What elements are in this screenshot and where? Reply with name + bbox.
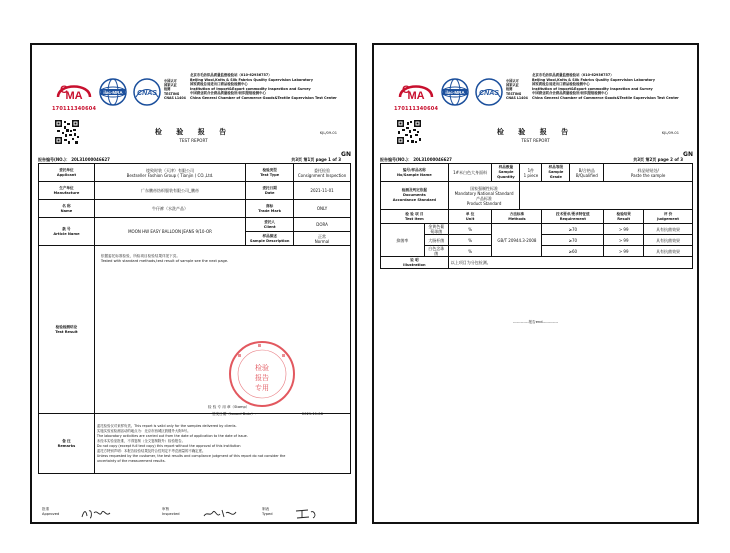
- cnas-line: 检测: [506, 87, 513, 92]
- cnas-line: 中国认可: [506, 79, 519, 83]
- institution-line: 北京市毛纺织品质量监督检验站（010-62936757）: [532, 73, 614, 77]
- report-number: 报告编号(NO.)： 20L31000046627: [380, 157, 452, 162]
- test-type-value: 委托检验 Consignment Inspection: [294, 164, 351, 182]
- gn-mark: GN: [683, 151, 693, 158]
- date-value: 2021-11-01: [294, 182, 351, 200]
- sample-no-value: 1#米白色大身面料: [448, 164, 492, 182]
- sample-grade-value: B/合格品 B/Qualified: [570, 164, 604, 182]
- table-row: [381, 224, 693, 235]
- approved-signature-icon: [80, 507, 114, 520]
- cma-logo-icon: [398, 77, 434, 103]
- svg-text:ilac-MRA: ilac-MRA: [103, 90, 123, 95]
- svg-text:检验: 检验: [255, 364, 269, 372]
- svg-text:C: C: [60, 84, 68, 96]
- row-requirement: ≥70: [542, 224, 604, 235]
- typed-signature-icon: [294, 507, 320, 520]
- report-title: 检 验 报 告: [496, 128, 575, 136]
- official-stamp-icon: [228, 340, 296, 408]
- col-requirement: 技术要求/要求特征值 Requirement: [542, 210, 604, 224]
- row-judgement: 具有抗菌效果: [644, 235, 693, 246]
- documents-empty: [520, 182, 693, 210]
- institution-line: China General Chamber of Commerce Goods&Textile Supervision Test Center: [532, 95, 679, 100]
- cma-number: 170111340604: [394, 106, 439, 112]
- signature-row: [38, 507, 348, 521]
- institution-line: 中国商业联合会商品质量检验所/纺织服装检测中心: [532, 91, 608, 96]
- ilac-mra-logo-icon: [98, 77, 128, 107]
- sample-grade-label: 样品等级 Sample Grade: [542, 164, 570, 182]
- col-result: 检验结果 Result: [604, 210, 644, 224]
- col-test-item: 检 验 项 目 Test Item: [381, 210, 449, 224]
- cnas-line: 国家认证: [164, 83, 177, 88]
- svg-text:CNAS: CNAS: [137, 90, 157, 97]
- client-value: DORA: [294, 218, 351, 232]
- issue-date-value: 2021-11-08: [302, 412, 323, 416]
- cnas-logo-icon: [474, 77, 504, 107]
- cma-number: 170111340604: [52, 106, 97, 112]
- test-result-cell: [94, 246, 350, 414]
- col-judgement: 评 价 Judgement: [644, 210, 693, 224]
- cnas-line: CNAS L1404: [164, 95, 186, 100]
- remark-line: Unless requested by the customer, the test results and compliance judgment of this report do not consider the: [96, 453, 286, 458]
- row-unit: %: [448, 224, 492, 235]
- cnas-line: TESTING: [506, 91, 522, 96]
- row-result: > 99: [604, 235, 644, 246]
- svg-text:专用: 专用: [255, 384, 269, 392]
- institution-line: 国家质检总局进出口商品检验检测中心: [532, 82, 590, 87]
- remarks-label: 备 注 Remarks: [39, 414, 95, 474]
- test-result-cn: 依据委托标准检验，所检项目检验结果详见下页。: [100, 254, 180, 258]
- test-result-en: Tested with standard methods,test result of sample see the next page.: [100, 259, 229, 263]
- inspected-label: 审核 Inspected: [162, 507, 180, 516]
- remark-line: The laboratory activities are carried out from the date of application to the date of issue.: [96, 433, 248, 438]
- svg-text:报告: 报告: [255, 374, 269, 382]
- stamp-label: 检 验 专 用 章（Stamp）: [208, 405, 250, 409]
- report-title-en: TEST REPORT: [521, 138, 550, 143]
- institution-block: [532, 73, 698, 101]
- gn-mark: GN: [341, 151, 351, 158]
- cnas-line: CNAS L1404: [506, 95, 528, 100]
- ilac-mra-logo-icon: [440, 77, 470, 107]
- sample-quantity-label: 样品数量 Sample Quantity: [492, 164, 520, 182]
- remark-line: 未经本实验室批准，不得复制（全文复制除外）检验报告。: [96, 438, 186, 443]
- institution-line: China General Chamber of Commerce Goods&Textile Supervision Test Center: [190, 95, 337, 100]
- svg-text:MA: MA: [407, 90, 425, 102]
- form-code: KJL/09-01: [319, 131, 337, 135]
- row-item: 大肠杆菌: [424, 235, 448, 246]
- report-header: [374, 71, 697, 116]
- name-label: 名 称 Name: [39, 200, 95, 218]
- remark-line: 实施实验室检测活动的地点为：北京市西城区鼓楼外大街5号。: [96, 428, 191, 433]
- cnas-side-text: [506, 79, 528, 100]
- cnas-line: 国家认证: [506, 83, 519, 88]
- report-page-1: [30, 43, 357, 524]
- svg-text:CNAS: CNAS: [479, 90, 499, 97]
- documents-label: 检测及判定依据 Documents Accordance Standard: [381, 182, 449, 210]
- col-methods: 方法标准 Methods: [492, 210, 542, 224]
- illustration-value: 以上项目为分包检测。: [448, 257, 692, 269]
- row-result: > 99: [604, 246, 644, 257]
- row-result: > 99: [604, 224, 644, 235]
- group-label: 抑菌率: [381, 224, 425, 257]
- client-label: 委托人 Client: [246, 218, 294, 232]
- cnas-line: 中国认可: [164, 79, 177, 83]
- row-requirement: ≥70: [542, 235, 604, 246]
- report-end-line: ------------报告end------------: [512, 320, 559, 324]
- page-info: 共3页 第2页 page 2 of 3: [633, 157, 683, 162]
- remark-line: uncertainty of the measurement results.: [96, 458, 166, 463]
- row-judgement: 具有抗菌效果: [644, 246, 693, 257]
- institution-line: Institution of Import&Export commodity Inspection and Survey: [190, 86, 311, 91]
- typed-label: 制表 Typed: [262, 507, 273, 516]
- sample-info-table: [380, 163, 693, 269]
- trademark-value: ONLY: [294, 200, 351, 218]
- date-label: 委托日期 Date: [246, 182, 294, 200]
- institution-line: Institution of Import&Export commodity Inspection and Survey: [532, 86, 653, 91]
- remarks-cell: [94, 414, 350, 474]
- report-info-table: [38, 163, 351, 474]
- applicant-value: 绫致时装（天津）有限公司 Bestseller Fashion Group ( Tianjin ) CO.,Ltd.: [94, 164, 245, 182]
- sample-quantity-value: 1件 1 piece: [520, 164, 542, 182]
- report-title: 检 验 报 告: [154, 128, 233, 136]
- row-requirement: ≥60: [542, 246, 604, 257]
- row-judgement: 具有抗菌效果: [644, 224, 693, 235]
- cma-logo-icon: [56, 77, 92, 103]
- institution-line: 中国商业联合会商品质量检验所/纺织服装检测中心: [190, 91, 266, 96]
- remark-line: 委托检验仅对来样负责。This report is valid only for the samples delivered by clients.: [96, 423, 237, 428]
- institution-line: Beijing Wool,Knits & Silk Fabrics Quality Supervision Laboratory: [190, 77, 314, 82]
- remark-line: Do not copy (except full text copy) this report without the approval of this institution: [96, 443, 241, 448]
- institution-line: 北京市毛纺织品质量监督检验站（010-62936757）: [190, 73, 272, 77]
- inspected-signature-icon: [202, 507, 238, 520]
- paste-sample-cell: 样品贴贴处/ Paste the sample: [604, 164, 693, 182]
- institution-block: [190, 73, 356, 101]
- remark-line: 委托方特别声明：本报告检验结果及符合性判定不考虑测量的不确定度。: [96, 448, 206, 453]
- issue-date-label: 签发日期（Issued Date）：: [212, 412, 259, 416]
- cnas-line: TESTING: [164, 91, 180, 96]
- svg-text:ilac-MRA: ilac-MRA: [445, 90, 465, 95]
- col-unit: 单 位 Unit: [448, 210, 492, 224]
- name-value: 牛仔裤（水洗产品）: [94, 200, 245, 218]
- test-result-label: 检验检测结论 Test Result: [39, 246, 95, 414]
- manufacture-label: 生产单位 Manufacture: [39, 182, 95, 200]
- sample-description-label: 样品描述 Sample Description: [246, 232, 294, 246]
- report-number: 报告编号(NO.)： 20L31000046627: [38, 157, 110, 162]
- row-item: 白色念珠菌: [424, 246, 448, 257]
- article-value: MOON HW EASY BALLOON JEANS 9/10-OR: [94, 218, 245, 246]
- page-info: 共3页 第1页 page 1 of 3: [291, 157, 341, 162]
- article-label: 款 号 Article Name: [39, 218, 95, 246]
- institution-line: 国家质检总局进出口商品检验检测中心: [190, 82, 248, 87]
- cnas-line: 检测: [164, 87, 171, 92]
- row-item: 金黄色葡萄球菌: [424, 224, 448, 235]
- report-title-en: TEST REPORT: [179, 138, 208, 143]
- row-unit: %: [448, 235, 492, 246]
- illustration-label: 说 明 Illustration: [381, 257, 449, 269]
- trademark-label: 商标 Trade Mark: [246, 200, 294, 218]
- cnas-logo-icon: [132, 77, 162, 107]
- report-page-2: [372, 43, 699, 524]
- row-unit: %: [448, 246, 492, 257]
- svg-text:MA: MA: [65, 90, 83, 102]
- report-header: [32, 71, 355, 116]
- institution-line: Beijing Wool,Knits & Silk Fabrics Quality Supervision Laboratory: [532, 77, 656, 82]
- approved-label: 批准 Approved: [42, 507, 60, 516]
- manufacture-value: 广东鹏帝纺织服装有限公司_鹏帝: [94, 182, 245, 200]
- documents-value: 国家强制性标准 Mandatory National Standard 产品标准 Product Standard: [448, 182, 520, 210]
- svg-text:C: C: [402, 84, 410, 96]
- form-code: KJL/09-01: [661, 131, 679, 135]
- sample-description-value: 正常 Normal: [294, 232, 351, 246]
- cnas-side-text: [164, 79, 186, 100]
- method-value: GB/T 20944.3-2008: [492, 224, 542, 257]
- test-type-label: 检验类型 Test Type: [246, 164, 294, 182]
- sample-no-label: 编号/样品名称 No/Sample Name: [381, 164, 449, 182]
- applicant-label: 委托单位 Applicant: [39, 164, 95, 182]
